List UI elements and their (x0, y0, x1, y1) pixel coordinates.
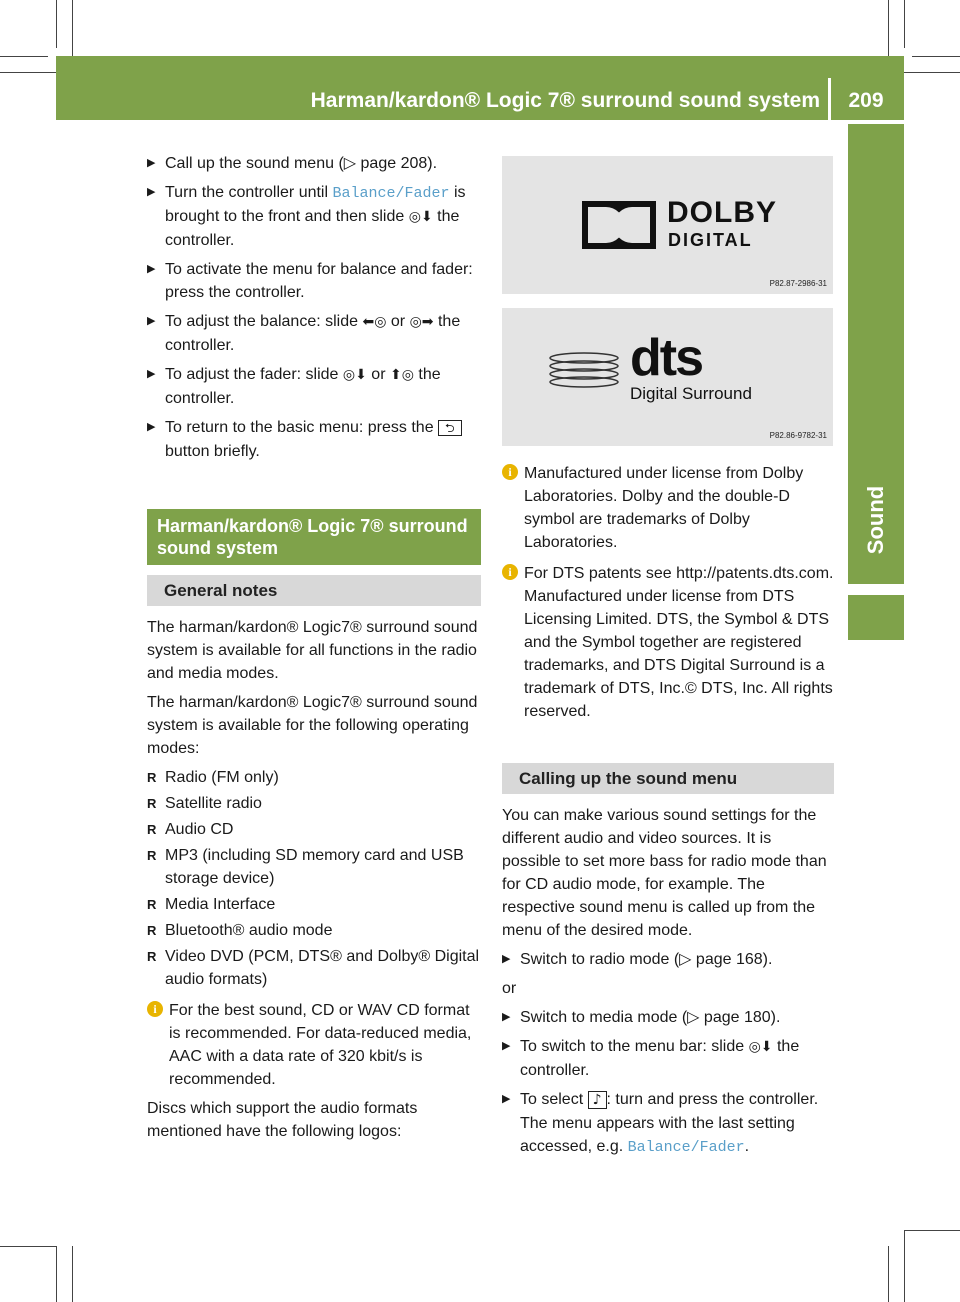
info-note: i For DTS patents see http://patents.dts.com. Manufactured under license from DTS Licensing Limited. DTS, the Symbol & DTS and the Symbol together are registered trademarks, and DTS Digital Surround is a trademark of DTS, Inc.© DTS, Inc. All rights reserved. (502, 562, 834, 723)
crop-mark (904, 1230, 960, 1231)
crop-mark (72, 0, 73, 56)
step-adjust-balance: ▶ To adjust the balance: slide ⬅◎ or ◎➡ the controller. (147, 310, 481, 357)
crop-mark (904, 1230, 905, 1302)
info-icon: i (502, 464, 518, 480)
paragraph: The harman/kardon® Logic7® surround sound system is available for all functions in the radio and media modes. (147, 619, 478, 682)
info-note: i For the best sound, CD or WAV CD format is recommended. For data-reduced media, AAC with a data rate of 320 kbit/s is recommended. (147, 999, 481, 1091)
page-header-title: Harman/kardon® Logic 7® surround sound system (310, 89, 820, 112)
paragraph: The harman/kardon® Logic7® surround sound system is available for the following operating modes: (147, 694, 478, 757)
right-column (502, 462, 834, 1165)
section-title-calling: Calling up the sound menu (502, 763, 834, 794)
info-icon: i (147, 1001, 163, 1017)
paragraph: Discs which support the audio formats mentioned have the following logos: (147, 1100, 418, 1140)
paragraph: You can make various sound settings for the different audio and video sources. It is possible to set more bass for radio mode than for CD audio mode, for example. The respective sound menu is called up from the menu of the desired mode. (502, 807, 827, 939)
dolby-digital-logo-image (502, 156, 833, 294)
balance-fader-label: Balance/Fader (332, 185, 450, 202)
step-adjust-fader: ▶ To adjust the fader: slide ◎⬇ or ⬆◎ the controller. (147, 363, 481, 410)
step-menu-bar: ▶ To switch to the menu bar: slide ◎⬇ the controller. (502, 1035, 834, 1082)
image-caption: P82.86-9782-31 (769, 431, 827, 440)
crop-mark (0, 72, 56, 73)
general-notes-title: General notes (147, 575, 481, 606)
step-call-sound-menu: ▶ Call up the sound menu (▷ page 208). (147, 152, 481, 175)
image-caption: P82.87-2986-31 (769, 279, 827, 288)
crop-mark (56, 1246, 57, 1302)
chapter-tab-label: Sound (863, 485, 888, 555)
or-text: or (502, 980, 517, 997)
list-item: R Radio (FM only) (147, 766, 481, 789)
dts-logo-text: dts (630, 329, 702, 387)
controller-slide-left-icon: ⬅◎ (362, 314, 387, 330)
crop-mark (912, 56, 960, 57)
step-select-sound: ▶ To select ♪ : turn and press the controller. The menu appears with the last setting accessed, e.g. Balance/Fader. (502, 1088, 834, 1159)
step-radio-mode: ▶ Switch to radio mode (▷ page 168). (502, 948, 834, 971)
section-title-logic7: Harman/kardon® Logic 7® surround sound system (147, 509, 481, 565)
list-item: R Media Interface (147, 893, 481, 916)
info-note: i Manufactured under license from Dolby Laboratories. Dolby and the double-D symbol are trademarks of Dolby Laboratories. (502, 462, 834, 554)
controller-slide-down-icon: ◎⬇ (748, 1039, 773, 1055)
step-return-basic-menu: ▶ To return to the basic menu: press the ⮌ button briefly. (147, 416, 481, 463)
left-column (147, 152, 481, 1149)
crop-mark (0, 56, 48, 57)
page-number: 209 (848, 89, 884, 112)
sound-note-icon: ♪ (588, 1091, 607, 1109)
header-divider (828, 78, 831, 120)
chapter-tab-marker (848, 595, 904, 640)
crop-mark (904, 72, 960, 73)
step-turn-controller: ▶ Turn the controller until Balance/Fader is brought to the front and then slide ◎⬇ the controller. (147, 181, 481, 252)
info-icon: i (502, 564, 518, 580)
controller-slide-down-icon: ◎⬇ (342, 367, 367, 383)
list-item: R Bluetooth® audio mode (147, 919, 481, 942)
crop-mark (904, 0, 905, 48)
step-media-mode: ▶ Switch to media mode (▷ page 180). (502, 1006, 834, 1029)
crop-mark (888, 0, 889, 56)
list-item: R Audio CD (147, 818, 481, 841)
controller-slide-down-icon: ◎⬇ (408, 209, 433, 225)
dts-digital-surround-logo-image (502, 308, 833, 446)
controller-slide-right-icon: ◎➡ (409, 314, 434, 330)
step-activate-menu: ▶ To activate the menu for balance and fader: press the controller. (147, 258, 481, 304)
dolby-logo-subtext: DIGITAL (668, 230, 753, 250)
balance-fader-label: Balance/Fader (627, 1139, 745, 1156)
crop-mark (72, 1246, 73, 1302)
list-item: R Video DVD (PCM, DTS® and Dolby® Digital audio formats) (147, 945, 481, 991)
controller-slide-up-icon: ⬆◎ (389, 367, 414, 383)
crop-mark (56, 0, 57, 48)
crop-mark (888, 1246, 889, 1302)
back-button-icon: ⮌ (438, 420, 462, 436)
list-item: R MP3 (including SD memory card and USB storage device) (147, 844, 481, 890)
dolby-logo-text: DOLBY (667, 196, 777, 229)
dts-logo-subtext: Digital Surround (630, 384, 752, 403)
crop-mark (0, 1246, 56, 1247)
list-item: R Satellite radio (147, 792, 481, 815)
